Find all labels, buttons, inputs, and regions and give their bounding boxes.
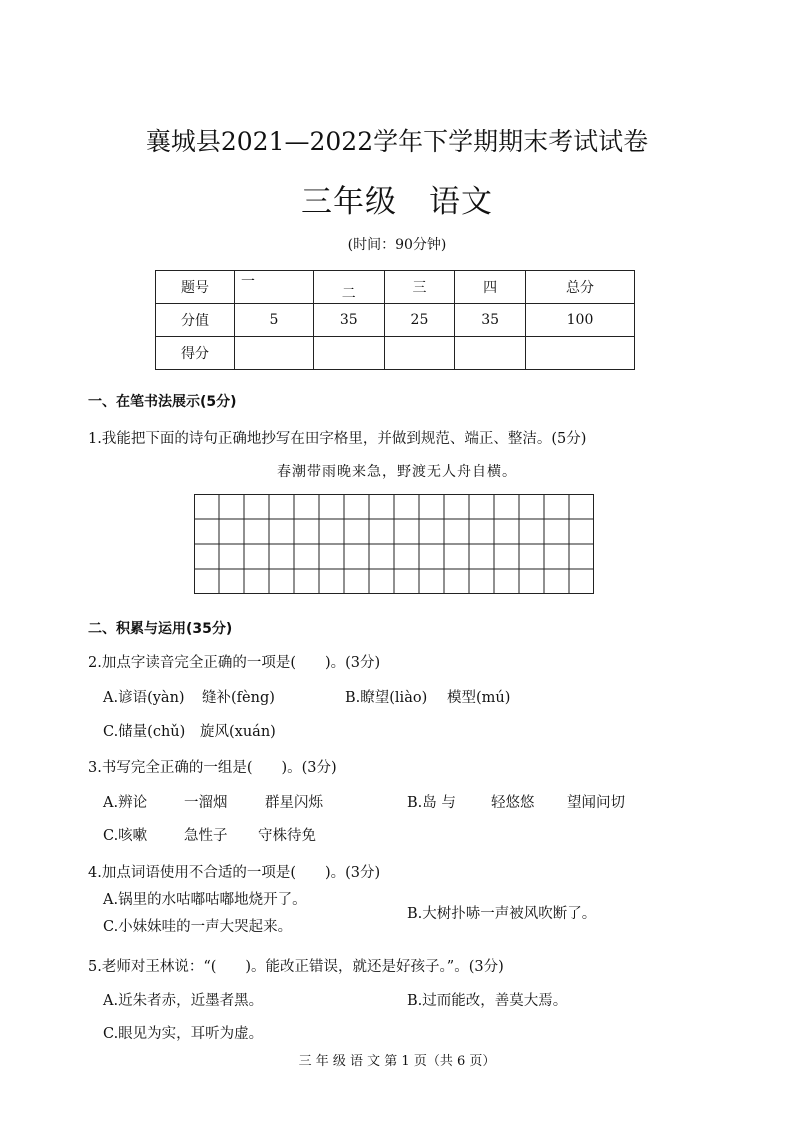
option-c-word: 旋风(xuán) [200, 724, 276, 740]
exam-subtitle: 三年级 语文 [301, 184, 493, 220]
column-header: 一 [235, 271, 314, 304]
option-c-word: 急性子 [184, 828, 228, 844]
section-heading: 一、在笔书法展示(5分) [88, 394, 237, 410]
option-b[interactable]: B.过而能改，善莫大焉。 [407, 993, 568, 1009]
row-header: 题号 [156, 271, 235, 304]
table-row [156, 304, 635, 337]
option-c[interactable]: C.储量(chǔ) [103, 724, 186, 740]
table-cell: 35 [455, 304, 526, 337]
option-b[interactable]: B.瞭望(liào) [345, 690, 428, 706]
table-cell: 5 [235, 304, 314, 337]
option-a-word: 缝补(fèng) [202, 690, 275, 706]
option-c[interactable]: C.小妹妹哇的一声大哭起来。 [103, 919, 293, 935]
poem-line: 春潮带雨晚来急，野渡无人舟自横。 [277, 464, 517, 480]
option-c[interactable]: C.咳嗽 [103, 828, 148, 844]
question-3: 3.书写完全正确的一组是( )。(3分) [88, 760, 337, 776]
option-a-word: 群星闪烁 [265, 795, 323, 811]
option-a[interactable]: A.辨论 [103, 795, 148, 811]
option-a[interactable]: A.近朱者赤，近墨者黑。 [103, 993, 264, 1009]
page-footer: 三 年 级 语 文 第 1 页（共 6 页） [298, 1054, 496, 1069]
exam-title: 襄城县2021—2022学年下学期期末考试试卷 [145, 127, 649, 156]
option-c[interactable]: C.眼见为实，耳听为虚。 [103, 1026, 264, 1042]
column-header: 二 [313, 271, 384, 304]
column-header: 总分 [526, 271, 635, 304]
exam-time: (时间：90分钟) [347, 237, 447, 253]
column-header: 三 [384, 271, 455, 304]
score-input-cell[interactable] [313, 337, 384, 370]
score-input-cell[interactable] [455, 337, 526, 370]
row-header: 分值 [156, 304, 235, 337]
score-input-cell[interactable] [526, 337, 635, 370]
option-b[interactable]: B.大树扑哧一声被风吹断了。 [407, 906, 597, 922]
option-a[interactable]: A.谚语(yàn) [103, 690, 185, 706]
table-cell: 100 [526, 304, 635, 337]
question-5: 5.老师对王林说：“( )。能改正错误，就还是好孩子。”。(3分) [88, 959, 504, 975]
option-a-word: 一溜烟 [184, 795, 228, 811]
table-row [156, 271, 635, 304]
row-header: 得分 [156, 337, 235, 370]
option-b-word: 望闻问切 [567, 795, 625, 811]
option-c-word: 守株待免 [258, 828, 316, 844]
question-1: 1.我能把下面的诗句正确地抄写在田字格里，并做到规范、端正、整洁。(5分) [88, 431, 587, 447]
section-heading: 二、积累与运用(35分) [88, 621, 233, 637]
table-cell: 35 [313, 304, 384, 337]
question-4: 4.加点词语使用不合适的一项是( )。(3分) [88, 865, 381, 881]
writing-grid[interactable] [194, 494, 594, 594]
option-a[interactable]: A.锅里的水咕嘟咕嘟地烧开了。 [103, 892, 307, 908]
option-b-word: 轻悠悠 [491, 795, 535, 811]
question-2: 2.加点字读音完全正确的一项是( )。(3分) [88, 655, 381, 671]
option-b[interactable]: B.岛 与 [407, 795, 456, 811]
score-input-cell[interactable] [235, 337, 314, 370]
column-header: 四 [455, 271, 526, 304]
score-input-cell[interactable] [384, 337, 455, 370]
option-b-word: 模型(mú) [447, 690, 511, 706]
table-row [156, 337, 635, 370]
table-cell: 25 [384, 304, 455, 337]
score-table [155, 270, 635, 370]
